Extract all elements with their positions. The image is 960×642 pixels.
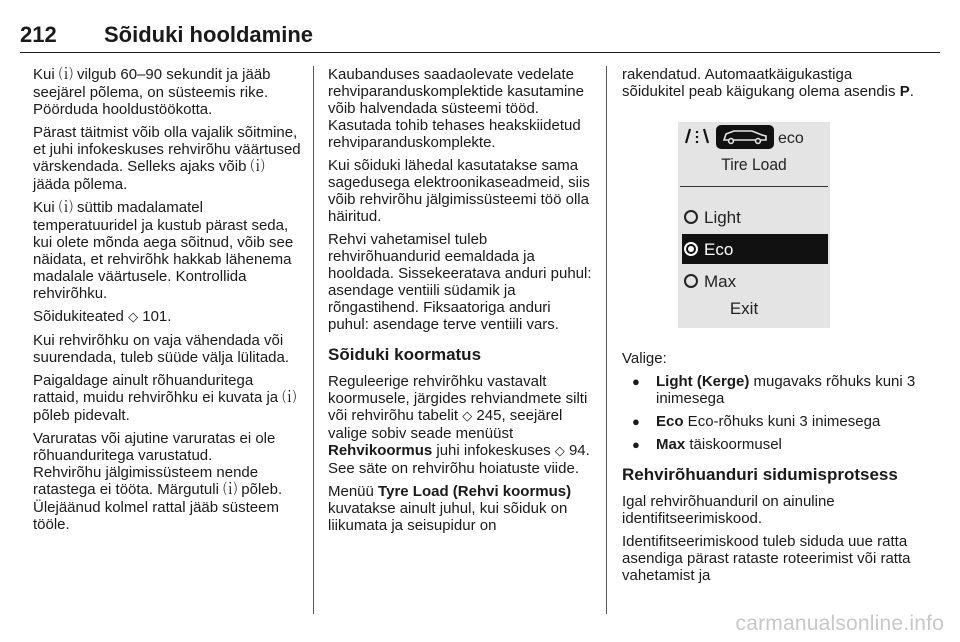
column-3 xyxy=(622,66,918,590)
bullet-icon: ● xyxy=(632,414,640,429)
paragraph: rakendatud. Automaatkäigukastiga sõidukitel peab käigukang olema asendis P. xyxy=(622,66,914,100)
bullet-icon: ● xyxy=(632,437,640,452)
tpms-warning-icon: ⒤ xyxy=(223,482,238,498)
option-eco: Eco xyxy=(682,234,828,264)
list-item: ● Max täiskoormusel xyxy=(632,436,782,453)
cross-reference-arrow-icon: ◇ xyxy=(128,310,139,325)
paragraph: Kui ⒤ vilgub 60–90 sekundit ja jääb seejärel põlema, on süsteemis rike. Pöörduda hooldustöökotta. xyxy=(33,66,271,118)
tpms-warning-icon: ⒤ xyxy=(282,390,297,406)
page-number: 212 xyxy=(20,22,57,47)
option-max: Max xyxy=(682,266,828,296)
column-divider xyxy=(313,66,314,614)
divider xyxy=(680,186,828,187)
cross-reference-arrow-icon: ◇ xyxy=(554,444,565,459)
bullet-icon: ● xyxy=(632,374,640,389)
column-1 xyxy=(33,66,301,539)
screen-title: Tire Load xyxy=(721,155,787,174)
column-divider xyxy=(606,66,607,614)
road-icon xyxy=(686,129,708,143)
paragraph: Identifitseerimiskood tuleb siduda uue ratta asendiga pärast rataste roteerimist või ratta vahetamist ja xyxy=(622,533,911,584)
column-2 xyxy=(328,66,592,540)
tire-load-screen-illustration xyxy=(678,122,830,328)
paragraph: Varuratas või ajutine varuratas ei ole rõhuanduritega varustatud. xyxy=(33,430,276,464)
screen-status-bar xyxy=(678,122,830,152)
list-item: ● Light (Kerge) mugavaks rõhuks kuni 3 inimesega xyxy=(632,373,916,407)
paragraph: Kui ⒤ süttib madalamatel temperatuuridel ja kustub pärast seda, kui olete mõnda aega sõitnud, võib see näidata, et rehvirõhk hakkab lähenema madalale väärtusele. Kontrollida rehvirõhku. xyxy=(33,199,294,302)
paragraph: Reguleerige rehvirõhku vastavalt koormusele, järgides rehviandmete silti või rehvirõhu tabelit ◇ 245, seejärel valige sobiv seade menüüst Rehvikoormus juhi infokeskuses ◇ 94. See säte on rehvirõhu hoiatuste viide. xyxy=(328,373,590,477)
watermark: carmanualsonline.info xyxy=(735,612,944,635)
section-heading: Sõiduki koormatus xyxy=(328,345,482,364)
paragraph: Kaubanduses saadaolevate vedelate rehviparanduskomplektide kasutamine võib halvendada süsteemi tööd. Kasutada tohib tehases heakskiidetud rehviparanduskomplekte. xyxy=(328,66,584,151)
radio-icon xyxy=(684,274,698,288)
paragraph: Igal rehvirõhuanduril on ainuline identifitseerimiskood. xyxy=(622,493,835,527)
paragraph: Sõidukiteated ◇ 101. xyxy=(33,308,172,325)
radio-icon xyxy=(684,210,698,224)
eco-label: eco xyxy=(778,130,804,147)
paragraph: Rehvirõhu jälgimissüsteem nende ratastega ei tööta. Märgutuli ⒤ põleb. Ülejäänud kolmel rattal jääb süsteem tööle. xyxy=(33,464,283,533)
tpms-warning-icon: ⒤ xyxy=(250,159,265,175)
cross-reference-arrow-icon: ◇ xyxy=(462,409,473,424)
paragraph: Pärast täitmist võib olla vajalik sõitmine, et juhi infokeskuses rehvirõhu väärtused värskendada. Selleks ajaks võib ⒤ jääda põlema. xyxy=(33,124,301,193)
page-title: Sõiduki hooldamine xyxy=(104,22,314,47)
paragraph: Kui rehvirõhku on vaja vähendada või suurendada, tuleb süüde välja lülitada. xyxy=(33,332,290,366)
paragraph: Kui sõiduki lähedal kasutatakse sama sagedusega elektroonikaseadmeid, siis võib rehvirõhu jälgimissüsteemi töö olla häiritud. xyxy=(328,157,590,225)
tpms-warning-icon: ⒤ xyxy=(58,200,73,216)
page-header xyxy=(20,22,940,53)
option-light: Light xyxy=(682,202,828,232)
option-exit: Exit xyxy=(729,299,759,318)
paragraph: Menüü Tyre Load (Rehvi koormus) kuvatakse ainult juhul, kui sõiduk on liikumata ja seisupidur on xyxy=(328,483,572,534)
section-heading: Rehvirõhuanduri sidumisprotsess xyxy=(622,465,898,484)
paragraph: Valige: xyxy=(622,350,667,367)
paragraph: Rehvi vahetamisel tuleb rehvirõhuandurid eemaldada ja hooldada. Sissekeeratava anduri puhul: asendage ventiili südamik ja rõngastihend. Fiksaatoriga anduri puhul: asendage terve ventiili vars. xyxy=(328,231,592,333)
list-item: ● Eco Eco-rõhuks kuni 3 inimesega xyxy=(632,413,881,430)
radio-selected-icon xyxy=(684,242,698,256)
paragraph: Paigaldage ainult rõhuanduritega rattaid, muidu rehvirõhku ei kuvata ja ⒤ põleb pidevalt. xyxy=(33,372,297,424)
tpms-warning-icon: ⒤ xyxy=(58,67,73,83)
